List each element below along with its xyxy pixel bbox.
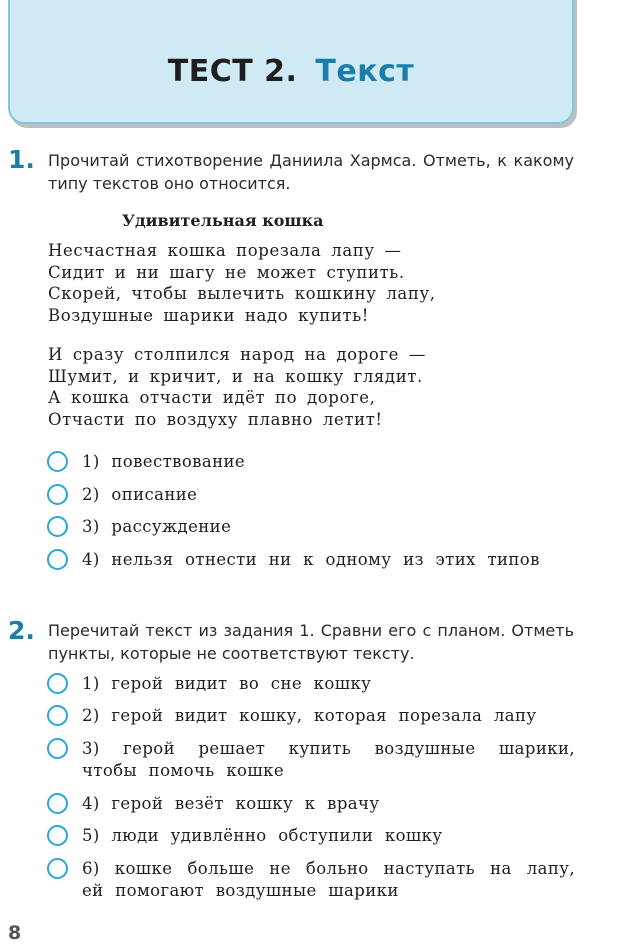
poem-line: Шумит, и кричит, и на кошку глядит. (48, 366, 423, 386)
option-label: 6) кошке больше не больно наступать на лапу, ей помогают воздушные шарики (82, 859, 575, 900)
radio-circle[interactable] (47, 673, 68, 694)
option-label: 2) герой видит кошку, которая порезала лапу (82, 706, 537, 725)
test-label: ТЕСТ 2. (167, 54, 298, 89)
radio-circle[interactable] (47, 738, 68, 759)
option-label: 3) рассуждение (82, 517, 232, 536)
poem-line: И сразу столпился народ на дороге — (48, 345, 426, 364)
option-label: 1) повествование (82, 452, 246, 471)
question-2-number: 2. (8, 616, 35, 645)
poem-stanza-2 (48, 344, 426, 430)
question-1-number: 1. (8, 145, 35, 174)
option-label: 3) герой решает купить воздушные шарики, чтобы помочь кошке (82, 739, 575, 780)
option-label: 2) описание (82, 485, 198, 504)
radio-circle[interactable] (47, 858, 68, 879)
option-label: 5) люди удивлённо обступили кошку (82, 826, 443, 845)
radio-circle[interactable] (47, 484, 68, 505)
poem-line: Воздушные шарики надо купить! (48, 305, 370, 325)
page-number: 8 (8, 922, 22, 944)
radio-circle[interactable] (47, 705, 68, 726)
radio-circle[interactable] (47, 451, 68, 472)
poem-stanza-1 (48, 240, 436, 326)
poem-line: Несчастная кошка порезала лапу — (48, 241, 402, 260)
radio-circle[interactable] (47, 793, 68, 814)
test-header (8, 0, 574, 124)
question-2-text: Перечитай текст из задания 1. Сравни его с планом. Отметь пункты, которые не соответствуют тексту. (48, 621, 574, 663)
option-label: 1) герой видит во сне кошку (82, 674, 372, 693)
poem-line: Скорей, чтобы вылечить кошкину лапу, (48, 284, 436, 303)
option-label: 4) нельзя отнести ни к одному из этих типов (82, 550, 540, 569)
page-title (10, 54, 572, 89)
poem-line: Сидит и ни шагу не может ступить. (48, 262, 405, 282)
poem-title: Удивительная кошка (122, 211, 324, 230)
test-topic: Текст (315, 54, 415, 89)
option-label: 4) герой везёт кошку к врачу (82, 794, 380, 813)
radio-circle[interactable] (47, 825, 68, 846)
radio-circle[interactable] (47, 516, 68, 537)
radio-circle[interactable] (47, 549, 68, 570)
poem-line: А кошка отчасти идёт по дороге, (48, 388, 376, 407)
question-1-text: Прочитай стихотворение Даниила Хармса. Отметь, к какому типу текстов оно относится. (48, 151, 574, 193)
poem-line: Отчасти по воздуху плавно летит! (48, 409, 383, 429)
